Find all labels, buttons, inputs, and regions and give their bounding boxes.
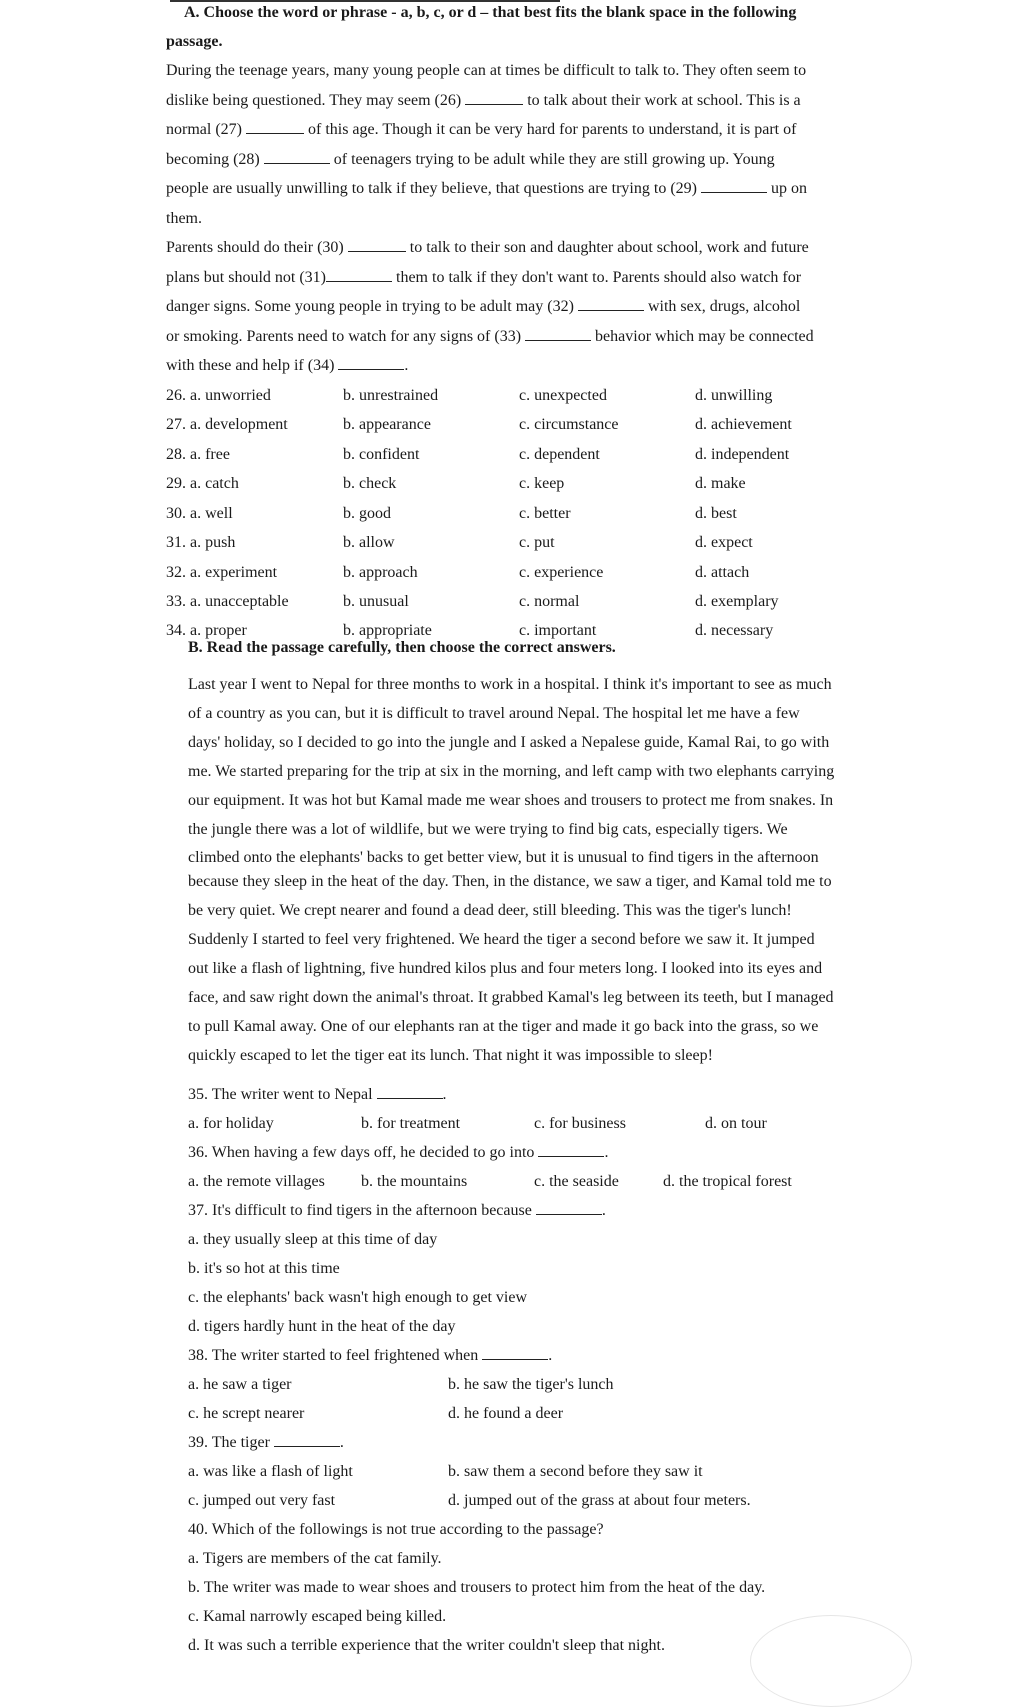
option-39a[interactable]: a. was like a flash of light bbox=[188, 1463, 353, 1480]
passage-a-line: people are usually unwilling to talk if they believe, that questions are trying to (29) up on bbox=[166, 180, 807, 197]
option-38c[interactable]: c. he scrept nearer bbox=[188, 1405, 305, 1422]
passage-b-line: of a country as you can, but it is difficult to travel around Nepal. The hospital let me have a few bbox=[188, 705, 800, 722]
option-32c[interactable]: c. experience bbox=[519, 564, 604, 581]
blank-33[interactable] bbox=[525, 327, 591, 341]
option-34c[interactable]: c. important bbox=[519, 622, 597, 639]
option-29a[interactable]: 29. a. catch bbox=[166, 475, 239, 492]
option-36c[interactable]: c. the seaside bbox=[534, 1173, 619, 1190]
option-30a[interactable]: 30. a. well bbox=[166, 505, 233, 522]
option-36d[interactable]: d. the tropical forest bbox=[663, 1173, 792, 1190]
passage-a-line: them. bbox=[166, 210, 202, 227]
passage-a-line: During the teenage years, many young people can at times be difficult to talk to. They often seem to bbox=[166, 62, 807, 79]
option-37c[interactable]: c. the elephants' back wasn't high enough to get view bbox=[188, 1289, 528, 1306]
question-39: 39. The tiger . bbox=[188, 1434, 344, 1451]
option-30d[interactable]: d. best bbox=[695, 505, 737, 522]
option-30c[interactable]: c. better bbox=[519, 505, 571, 522]
option-38d[interactable]: d. he found a deer bbox=[448, 1405, 564, 1422]
passage-a-line: Parents should do their (30) to talk to their son and daughter about school, work and future bbox=[166, 239, 809, 256]
option-27d[interactable]: d. achievement bbox=[695, 416, 792, 433]
option-26b[interactable]: b. unrestrained bbox=[343, 387, 439, 404]
part-b-heading: B. Read the passage carefully, then choose the correct answers. bbox=[188, 639, 616, 656]
option-31a[interactable]: 31. a. push bbox=[166, 534, 236, 551]
blank-32[interactable] bbox=[578, 297, 644, 311]
question-37: 37. It's difficult to find tigers in the afternoon because . bbox=[188, 1202, 606, 1219]
option-30b[interactable]: b. good bbox=[343, 505, 391, 522]
option-35d[interactable]: d. on tour bbox=[705, 1115, 767, 1132]
blank-39[interactable] bbox=[274, 1433, 340, 1447]
option-40c[interactable]: c. Kamal narrowly escaped being killed. bbox=[188, 1608, 447, 1625]
option-27a[interactable]: 27. a. development bbox=[166, 416, 288, 433]
option-28b[interactable]: b. confident bbox=[343, 446, 420, 463]
option-38a[interactable]: a. he saw a tiger bbox=[188, 1376, 292, 1393]
passage-b-line: the jungle there was a lot of wildlife, but we were trying to find big cats, especially tigers. We bbox=[188, 821, 788, 838]
option-37b[interactable]: b. it's so hot at this time bbox=[188, 1260, 340, 1277]
option-38b[interactable]: b. he saw the tiger's lunch bbox=[448, 1376, 614, 1393]
option-31b[interactable]: b. allow bbox=[343, 534, 395, 551]
passage-b-line: quickly escaped to let the tiger eat its lunch. That night it was impossible to sleep! bbox=[188, 1047, 713, 1064]
passage-a-line: normal (27) of this age. Though it can be very hard for parents to understand, it is part of bbox=[166, 121, 797, 138]
option-27b[interactable]: b. appearance bbox=[343, 416, 431, 433]
passage-b-line: out like a flash of lightning, five hundred kilos plus and four meters long. I looked into its eyes and bbox=[188, 960, 823, 977]
option-26c[interactable]: c. unexpected bbox=[519, 387, 607, 404]
option-33b[interactable]: b. unusual bbox=[343, 593, 409, 610]
option-34b[interactable]: b. appropriate bbox=[343, 622, 432, 639]
option-35c[interactable]: c. for business bbox=[534, 1115, 626, 1132]
passage-b-line: our equipment. It was hot but Kamal made me wear shoes and trousers to protect me from snakes. In bbox=[188, 792, 834, 809]
question-35: 35. The writer went to Nepal . bbox=[188, 1086, 447, 1103]
blank-26[interactable] bbox=[465, 91, 523, 105]
option-28d[interactable]: d. independent bbox=[695, 446, 790, 463]
option-28c[interactable]: c. dependent bbox=[519, 446, 600, 463]
option-36b[interactable]: b. the mountains bbox=[361, 1173, 468, 1190]
blank-36[interactable] bbox=[538, 1143, 604, 1157]
top-rule bbox=[170, 0, 560, 2]
option-26a[interactable]: 26. a. unworried bbox=[166, 387, 271, 404]
option-26d[interactable]: d. unwilling bbox=[695, 387, 773, 404]
passage-a-line: or smoking. Parents need to watch for any signs of (33) behavior which may be connected bbox=[166, 328, 814, 345]
option-32a[interactable]: 32. a. experiment bbox=[166, 564, 278, 581]
question-36: 36. When having a few days off, he decided to go into . bbox=[188, 1144, 609, 1161]
option-35b[interactable]: b. for treatment bbox=[361, 1115, 461, 1132]
passage-a-line: with these and help if (34) . bbox=[166, 357, 409, 374]
option-40b[interactable]: b. The writer was made to wear shoes and trousers to protect him from the heat of the day. bbox=[188, 1579, 766, 1596]
blank-38[interactable] bbox=[482, 1346, 548, 1360]
option-34d[interactable]: d. necessary bbox=[695, 622, 774, 639]
option-32d[interactable]: d. attach bbox=[695, 564, 750, 581]
blank-31[interactable] bbox=[326, 268, 392, 282]
passage-b-line: face, and saw right down the animal's throat. It grabbed Kamal's leg between its teeth, but I managed bbox=[188, 989, 834, 1006]
option-39d[interactable]: d. jumped out of the grass at about four meters. bbox=[448, 1492, 751, 1509]
option-39b[interactable]: b. saw them a second before they saw it bbox=[448, 1463, 703, 1480]
part-a-heading: A. Choose the word or phrase - a, b, c, or d – that best fits the blank space in the following bbox=[184, 4, 797, 21]
passage-b-line: Suddenly I started to feel very frightened. We heard the tiger a second before we saw it. It jumped bbox=[188, 931, 815, 948]
passage-a-line: plans but should not (31) them to talk if they don't want to. Parents should also watch for bbox=[166, 269, 802, 286]
option-29d[interactable]: d. make bbox=[695, 475, 746, 492]
option-31d[interactable]: d. expect bbox=[695, 534, 753, 551]
part-a-heading-cont: passage. bbox=[166, 33, 223, 50]
passage-b-line: Last year I went to Nepal for three months to work in a hospital. I think it's important to see as much bbox=[188, 676, 832, 693]
option-33d[interactable]: d. exemplary bbox=[695, 593, 779, 610]
option-32b[interactable]: b. approach bbox=[343, 564, 418, 581]
passage-b-line: to pull Kamal away. One of our elephants ran at the tiger and made it go back into the grass, so we bbox=[188, 1018, 819, 1035]
blank-28[interactable] bbox=[264, 150, 330, 164]
option-29b[interactable]: b. check bbox=[343, 475, 397, 492]
option-29c[interactable]: c. keep bbox=[519, 475, 565, 492]
faint-circle-mark bbox=[750, 1615, 912, 1707]
option-34a[interactable]: 34. a. proper bbox=[166, 622, 247, 639]
passage-b-line: be very quiet. We crept nearer and found a dead deer, still bleeding. This was the tiger's lunch! bbox=[188, 902, 792, 919]
option-40a[interactable]: a. Tigers are members of the cat family. bbox=[188, 1550, 442, 1567]
blank-29[interactable] bbox=[701, 179, 767, 193]
blank-30[interactable] bbox=[348, 238, 406, 252]
question-38: 38. The writer started to feel frightened when . bbox=[188, 1347, 553, 1364]
passage-b-line: climbed onto the elephants' backs to get better view, but it is unusual to find tigers in the afternoon bbox=[188, 849, 819, 866]
option-27c[interactable]: c. circumstance bbox=[519, 416, 619, 433]
option-33c[interactable]: c. normal bbox=[519, 593, 580, 610]
passage-b-line: me. We started preparing for the trip at six in the morning, and left camp with two elephants carrying bbox=[188, 763, 835, 780]
option-37a[interactable]: a. they usually sleep at this time of day bbox=[188, 1231, 438, 1248]
option-37d[interactable]: d. tigers hardly hunt in the heat of the day bbox=[188, 1318, 456, 1335]
passage-a-line: becoming (28) of teenagers trying to be adult while they are still growing up. Young bbox=[166, 151, 775, 168]
option-39c[interactable]: c. jumped out very fast bbox=[188, 1492, 336, 1509]
blank-27[interactable] bbox=[246, 120, 304, 134]
passage-a-line: danger signs. Some young people in trying to be adult may (32) with sex, drugs, alcohol bbox=[166, 298, 801, 315]
option-31c[interactable]: c. put bbox=[519, 534, 555, 551]
option-35a[interactable]: a. for holiday bbox=[188, 1115, 274, 1132]
option-33a[interactable]: 33. a. unacceptable bbox=[166, 593, 289, 610]
option-40d[interactable]: d. It was such a terrible experience that the writer couldn't sleep that night. bbox=[188, 1637, 665, 1654]
blank-34[interactable] bbox=[338, 356, 404, 370]
option-28a[interactable]: 28. a. free bbox=[166, 446, 230, 463]
option-36a[interactable]: a. the remote villages bbox=[188, 1173, 325, 1190]
blank-37[interactable] bbox=[536, 1201, 602, 1215]
passage-a-line: dislike being questioned. They may seem (26) to talk about their work at school. This is a bbox=[166, 92, 801, 109]
passage-b-line: because they sleep in the heat of the day. Then, in the distance, we saw a tiger, and Kamal told me to bbox=[188, 873, 832, 890]
blank-35[interactable] bbox=[377, 1085, 443, 1099]
passage-b-line: days' holiday, so I decided to go into the jungle and I asked a Nepalese guide, Kamal Rai, to go with bbox=[188, 734, 830, 751]
question-40: 40. Which of the followings is not true according to the passage? bbox=[188, 1521, 604, 1538]
